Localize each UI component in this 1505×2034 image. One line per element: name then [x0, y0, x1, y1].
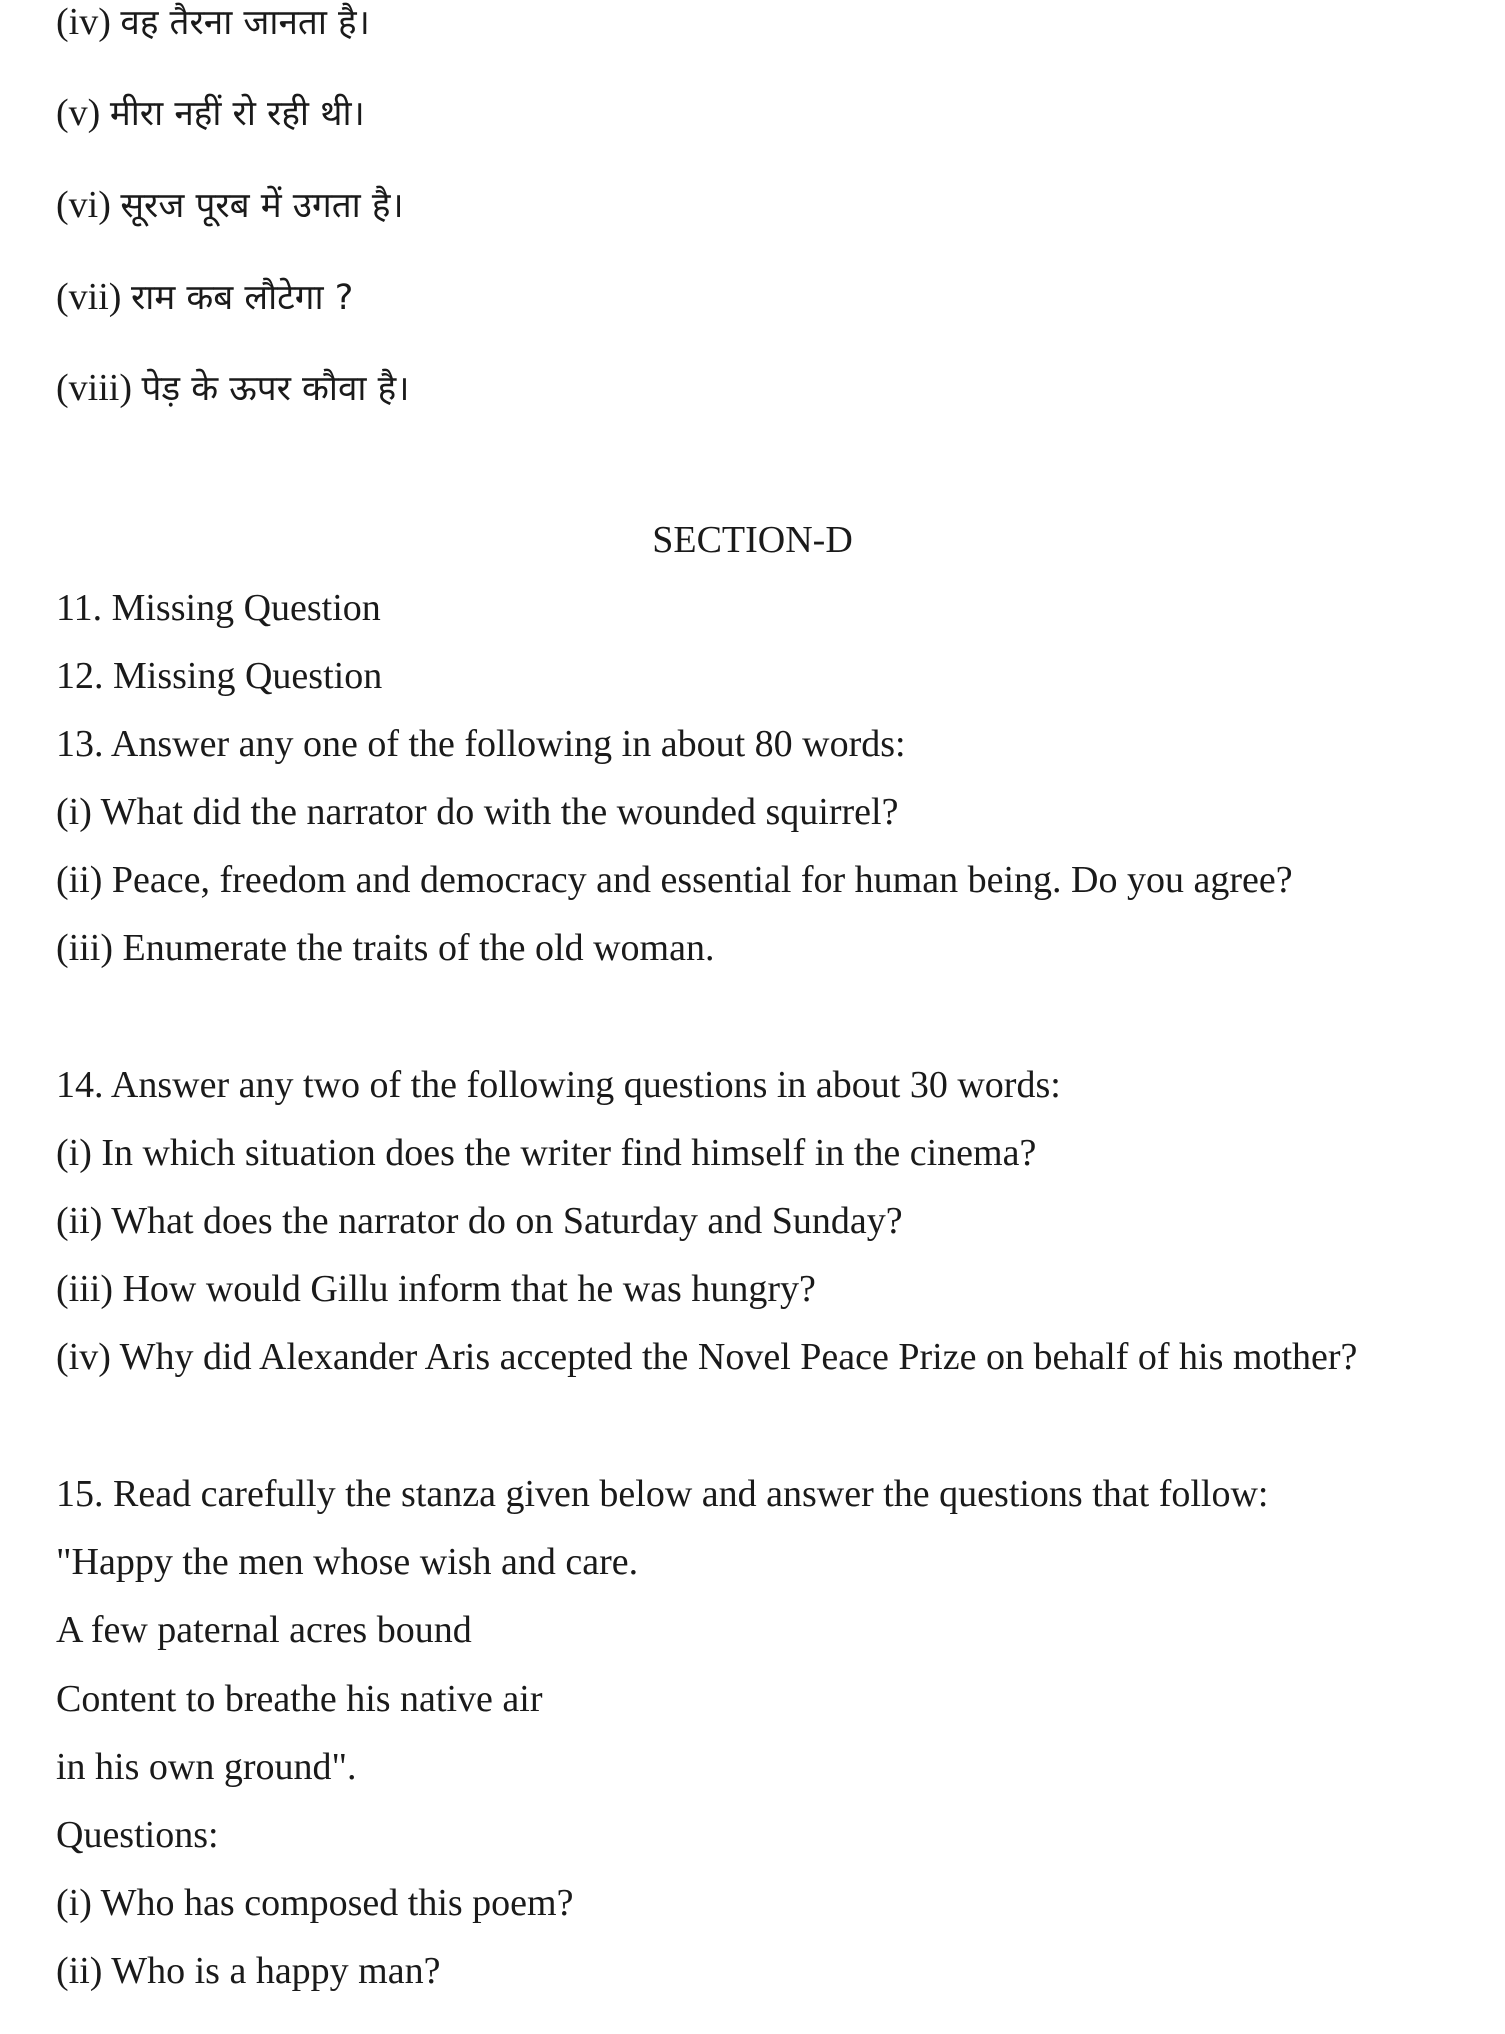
- stanza-line-1: "Happy the men whose wish and care.: [56, 1541, 639, 1583]
- question-13-prompt: 13. Answer any one of the following in about 80 words:: [56, 723, 906, 765]
- sentence-text: सूरज पूरब में उगता है।: [120, 186, 404, 226]
- sentence-text: मीरा नहीं रो रही थी।: [109, 94, 365, 134]
- sentence-number: (vi): [56, 184, 111, 226]
- stanza-line-3: Content to breathe his native air: [56, 1678, 543, 1720]
- sentence-text: वह तैरना जानता है।: [120, 3, 370, 43]
- hindi-sentence-viii: [56, 366, 409, 411]
- sentence-number: (viii): [56, 367, 132, 409]
- section-heading: SECTION-D: [652, 519, 853, 561]
- hindi-sentence-v: [56, 91, 365, 136]
- question-13-option-1: (i) What did the narrator do with the wounded squirrel?: [56, 791, 899, 833]
- hindi-sentence-iv: [56, 0, 370, 45]
- question-14-prompt: 14. Answer any two of the following questions in about 30 words:: [56, 1064, 1061, 1106]
- stanza-line-4: in his own ground".: [56, 1746, 357, 1788]
- sentence-number: (v): [56, 92, 101, 134]
- sentence-number: (vii): [56, 276, 122, 318]
- question-12: 12. Missing Question: [56, 655, 383, 697]
- sentence-number: (iv): [56, 1, 111, 43]
- question-14-option-3: (iii) How would Gillu inform that he was hungry?: [56, 1268, 816, 1310]
- sentence-text: राम कब लौटेगा ?: [130, 278, 354, 318]
- questions-label: Questions:: [56, 1814, 219, 1856]
- question-14-option-2: (ii) What does the narrator do on Saturday and Sunday?: [56, 1200, 903, 1242]
- question-14-option-1: (i) In which situation does the writer find himself in the cinema?: [56, 1132, 1037, 1174]
- question-15-prompt: 15. Read carefully the stanza given below and answer the questions that follow:: [56, 1473, 1269, 1515]
- question-13-option-3: (iii) Enumerate the traits of the old woman.: [56, 927, 715, 969]
- question-15-sub-2: (ii) Who is a happy man?: [56, 1950, 441, 1992]
- hindi-sentence-vii: [56, 275, 353, 320]
- sentence-text: पेड़ के ऊपर कौवा है।: [141, 369, 410, 409]
- question-11: 11. Missing Question: [56, 587, 381, 629]
- question-14-option-4: (iv) Why did Alexander Aris accepted the Novel Peace Prize on behalf of his mother?: [56, 1336, 1358, 1378]
- hindi-sentence-vi: [56, 183, 404, 228]
- stanza-line-2: A few paternal acres bound: [56, 1609, 472, 1651]
- question-15-sub-1: (i) Who has composed this poem?: [56, 1882, 574, 1924]
- question-13-option-2: (ii) Peace, freedom and democracy and essential for human being. Do you agree?: [56, 859, 1293, 901]
